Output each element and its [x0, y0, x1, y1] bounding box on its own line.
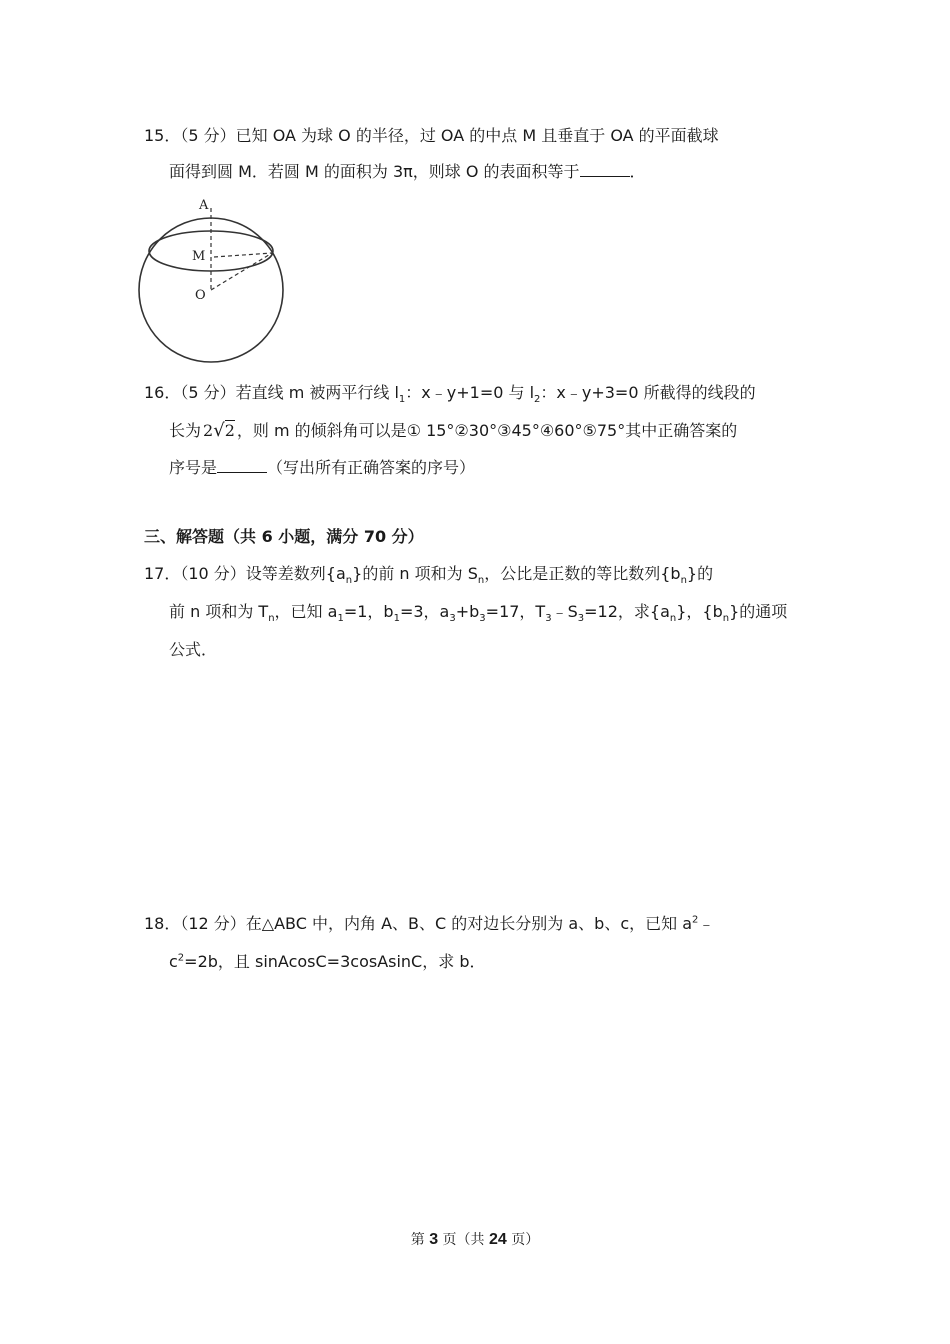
- q17-sub: 3: [577, 613, 585, 625]
- q17-t12: =12，求{a: [584, 602, 670, 621]
- q18-sup: 2: [692, 914, 699, 926]
- sqrt-expression: 2√2: [203, 420, 235, 441]
- q18-t1: 18．（12 分）在△ABC 中，内角 A、B、C 的对边长分别为 a、b、c，已知 a: [144, 914, 693, 933]
- q17-sub: n: [669, 613, 677, 625]
- sphere-figure: [138, 194, 298, 370]
- q17-line2: [169, 601, 787, 623]
- q17-sub: n: [268, 613, 275, 625]
- q16-text-g: （写出所有正确答案的序号）: [267, 458, 476, 477]
- q16-line2: [169, 420, 737, 442]
- q17-sub: 3: [545, 613, 552, 625]
- q18-t2: ﹣: [698, 914, 715, 933]
- section-heading: 三、解答题（共 6 小题，满分 70 分）: [144, 527, 424, 546]
- sqrt-arg: 2: [224, 421, 235, 440]
- page-footer: [0, 1229, 950, 1249]
- q17-t7: =1，b: [343, 602, 394, 621]
- q16-text-f: 序号是: [169, 458, 218, 477]
- q17-sub: 1: [337, 613, 344, 625]
- q17-sub: n: [345, 575, 353, 587]
- footer-text: 页（共: [438, 1232, 489, 1248]
- sqrt-coef: 2: [203, 421, 214, 440]
- q17-t3: ，公比是正数的等比数列{b: [484, 564, 681, 583]
- q17-t4: }的: [686, 564, 714, 583]
- q16-text-e: ，则 m 的倾斜角可以是① 15°②30°③45°④60°⑤75°其中正确答案的: [236, 421, 738, 440]
- label-a: A: [199, 198, 209, 213]
- q17-t1: 17．（10 分）设等差数列{a: [144, 564, 346, 583]
- q17-t6: ，已知 a: [274, 602, 338, 621]
- label-o: O: [195, 288, 206, 303]
- q17-t2: }的前 n 项和为 S: [352, 564, 478, 583]
- q17-t13: }，{b: [676, 602, 723, 621]
- q15-line1: 15．（5 分）已知 OA 为球 O 的半径，过 OA 的中点 M 且垂直于 OA 的平面截球: [144, 126, 719, 145]
- q16-line1: [144, 382, 756, 404]
- q17-line3: 公式．: [169, 640, 218, 659]
- q15-line2: [169, 161, 646, 183]
- q16-text-c: ：x﹣y+3=0 所截得的线段的: [540, 383, 756, 402]
- footer-text: 第: [410, 1232, 430, 1248]
- q18-line1: [144, 913, 714, 935]
- q16-answer-blank: [217, 457, 267, 473]
- q16-text-a: 16．（5 分）若直线 m 被两平行线 l: [144, 383, 399, 402]
- q16-sub2: 2: [534, 394, 541, 406]
- label-m: M: [192, 249, 206, 264]
- q17-line1: [144, 563, 713, 585]
- total-pages: 24: [489, 1231, 507, 1248]
- q15-period: ．: [629, 162, 646, 181]
- q18-sup: 2: [177, 952, 185, 964]
- q17-t5: 前 n 项和为 T: [169, 602, 269, 621]
- q16-text-b: ：x﹣y+1=0 与 l: [405, 383, 535, 402]
- q17-t9: +b: [455, 602, 480, 621]
- q17-t11: ﹣S: [551, 602, 578, 621]
- q17-sub: 3: [449, 613, 456, 625]
- q17-t8: =3，a: [399, 602, 450, 621]
- footer-text: 页）: [506, 1232, 540, 1248]
- q17-sub: n: [680, 575, 687, 587]
- q15-answer-blank: [580, 161, 630, 177]
- q17-t14: }的通项: [729, 602, 788, 621]
- q17-sub: 3: [479, 613, 486, 625]
- q17-sub: n: [477, 575, 485, 587]
- q17-sub: 1: [393, 613, 400, 625]
- q15-text: 面得到圆 M．若圆 M 的面积为 3π，则球 O 的表面积等于: [169, 162, 580, 181]
- q16-line3: [169, 457, 475, 479]
- q16-text-d: 长为: [169, 421, 202, 440]
- page-number: 3: [429, 1231, 439, 1248]
- q18-t3: c: [169, 952, 178, 971]
- q18-t4: =2b，且 sinAcosC=3cosAsinC，求 b．: [184, 952, 486, 971]
- q17-t10: =17，T: [485, 602, 546, 621]
- q18-line2: [169, 951, 485, 973]
- q16-sub1: 1: [398, 394, 406, 406]
- q17-sub: n: [722, 613, 730, 625]
